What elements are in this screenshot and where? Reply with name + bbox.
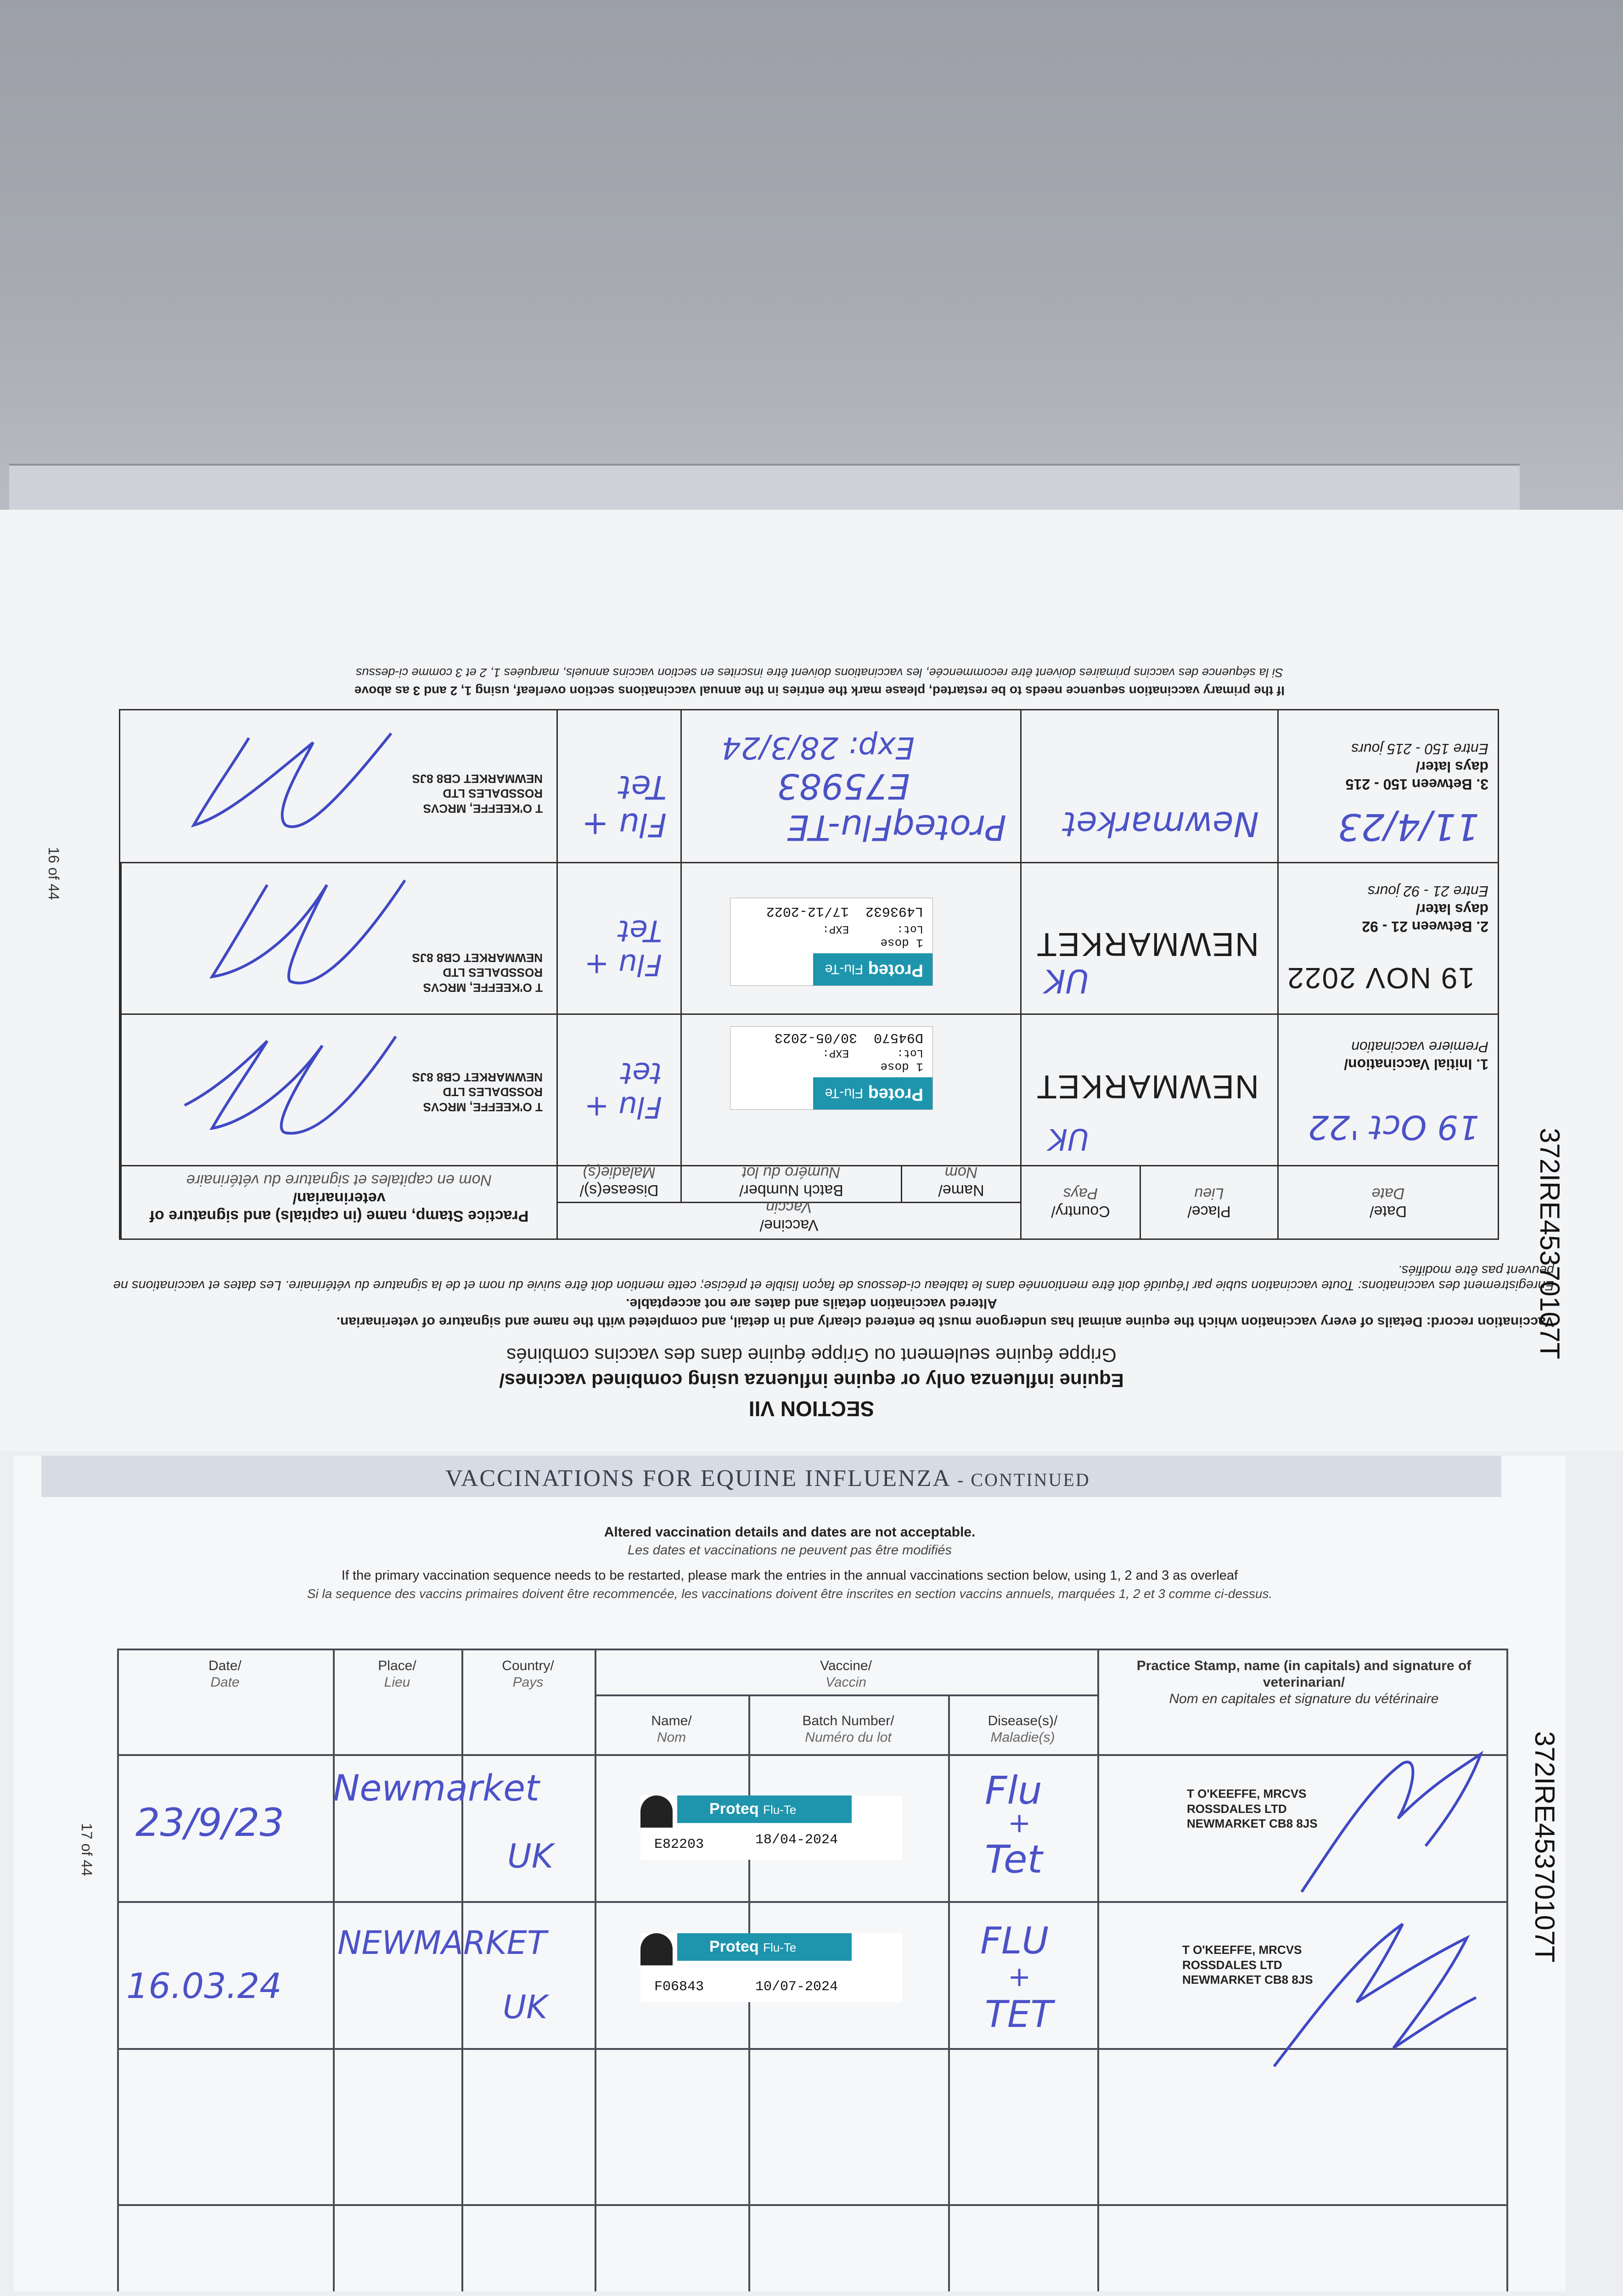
lower-row2-disease-2: + [1008,1961,1031,1993]
lower-header-country: Country/ Pays [502,1658,554,1690]
lower-row1-signature-icon [1292,1745,1499,1901]
row3-vaccine: ProteqFlu-TE [787,807,1006,848]
lower-row1-vaccine-label [640,1795,902,1860]
row2-stamp-cell [120,862,556,1013]
row3-place-cell [1020,710,1277,862]
lower-row2-disease-1: FLU [980,1919,1049,1962]
row3-date-cell [1277,710,1498,862]
section-title-en: Equine influenza only or equine influenza using combined vaccines/ [499,1370,1124,1391]
row2-disease: Flu + Tet [584,913,662,981]
altered-note-en-lower: Altered vaccination details and dates are not acceptable. [604,1525,976,1540]
row3-exp: Exp: 28/3/24 [721,730,915,765]
continued-banner [41,1456,1501,1497]
lower-row2-disease-3: TET [985,1993,1053,2036]
row1-lot-exp-labels: Lot: EXP: [822,1047,923,1059]
row2-label-brand: Proteq Flu-Te [813,953,932,985]
row2-place-cell [1020,862,1277,1013]
altered-note-fr-lower: Les dates et vaccinations ne peuvent pas être modifiés [627,1543,952,1558]
page-number-17: 17 of 44 [79,1823,95,1876]
lower-row2-vaccine-label [640,1933,902,2002]
row1-lot: D94570 30/05-2023 [774,1030,923,1045]
row2-disease-cell [556,862,680,1013]
lower-row1-label-logo-icon [640,1795,673,1828]
lower-row1-disease-2: + [1008,1807,1031,1839]
row2-date: 19 NOV 2022 [1286,962,1475,995]
row3-vaccine-cell [680,710,1020,862]
lower-row2-exp: 10/07-2024 [755,1979,838,1995]
lower-header-batch: Batch Number/ Numéro du lot [802,1713,894,1745]
row1-disease-cell [556,1013,680,1165]
row1-place-cell [1020,1013,1277,1165]
page-number-16: 16 of 44 [45,847,62,900]
lower-row2-vet-stamp: T O'KEEFFE, MRCVS ROSSDALES LTD NEWMARKET CB8 8JS [1182,1943,1313,1986]
passport-id-lower: 372IRE45370107T [1529,1731,1560,1963]
row1-vaccine-label [730,1026,933,1110]
row2-vet-stamp: T O'KEEFFE, MRCVS ROSSDALES LTD NEWMARKET CB8 8JS [412,951,543,995]
row2-lot: L493632 17/12-2022 [766,903,923,919]
lower-row1-disease-3: Tet [985,1837,1043,1882]
annual-vaccination-table [117,1649,1508,2291]
row2-lot-exp-labels: Lot: EXP: [822,923,923,935]
lower-row2-country: UK [503,1988,548,2026]
row1-signature-icon [175,1023,405,1151]
lower-header-practice-stamp: Practice Stamp, name (in capitals) and signature of veterinarian/ Nom en capitales et signature du vétérinaire [1136,1658,1471,1706]
vaccination-record-note-en: Vaccination record: Details of every vaccination which the equine animal has undergone must be entered clearly and in detail, and completed with the name and signature of veterinarian. [336,1314,1554,1329]
row1-label-brand: Proteq Flu-Te [813,1077,932,1109]
header-practice-stamp: Practice Stamp, name (in capitals) and signature of veterinarian/ Nom en capitales et signature du vétérinaire [120,1165,556,1238]
row2-label: 2. Between 21 - 92 days later/ Entre 21 - 92 jours [1362,883,1488,935]
lower-row1-country: UK [507,1837,553,1875]
section-heading: SECTION VII [748,1397,875,1421]
lower-row2-label-brand: Proteq Flu-Te [677,1933,852,1961]
row3-place: Newmarket [1063,804,1259,844]
row2-dose: 1 dose [880,936,923,950]
row3-date: 11/4/23 [1337,805,1479,848]
header-date: Date/ Date [1277,1165,1498,1238]
row3-disease: Flu + Tet [582,768,667,844]
passport-page-17 [14,1456,1566,2291]
row1-vet-stamp: T O'KEEFFE, MRCVS ROSSDALES LTD NEWMARKET CB8 8JS [412,1070,543,1114]
row1-disease: Flu + tet [584,1056,662,1124]
row2-place: NEWMARKET [1036,926,1259,962]
lower-row2-lot: F06843 [654,1979,704,1995]
section-title-fr: Grippe équine seulement ou Grippe équine dans des vaccins combinés [506,1345,1117,1366]
lower-row1-date: 23/9/23 [135,1800,284,1845]
row3-label: 3. Between 150 - 215 days later/ Entre 150 - 215 jours [1345,741,1488,793]
lower-row1-label-brand: Proteq Flu-Te [677,1795,852,1823]
row2-date-cell [1277,862,1498,1013]
row2-vaccine-cell [680,862,1020,1013]
header-disease: Disease(s)/ Maladie(s) [556,1165,680,1202]
altered-note-en: Altered vaccination details and dates are not acceptable. [626,1296,997,1311]
row1-dose: 1 dose [880,1060,923,1074]
page-16-rotated-content [0,510,1623,1451]
lower-row1-vet-stamp: T O'KEEFFE, MRCVS ROSSDALES LTD NEWMARKET CB8 8JS [1187,1787,1318,1830]
restart-note-en: If the primary vaccination sequence needs to be restarted, please mark the entries in the annual vaccinations section overleaf, using 1, 2 and 3 as above [354,684,1285,698]
primary-vaccination-table [119,709,1499,1240]
lower-row1-disease-1: Flu [985,1768,1042,1813]
restart-note-en-lower: If the primary vaccination sequence needs to be restarted, please mark the entries in the annual vaccinations section below, using 1, 2 and 3 as overleaf [341,1568,1238,1583]
row2-country: UK [1044,962,1089,1000]
vaccination-record-note-fr: Enregistrement des vaccinations: Toute vaccination subie par l'équidé doit être mentionnée dans le tableau ci-dessous de façon lisible et précise; cette mention doit être suivie du nom et de la signature du vétérinaire. Les dates et vaccinations ne peuvent pas être modifiés. [113,1263,1554,1293]
row3-disease-cell [556,710,680,862]
row3-batch: E75983 [777,766,910,807]
row1-place: NEWMARKET [1036,1068,1259,1105]
row1-date-cell [1277,1013,1498,1165]
row1-stamp-cell [120,1013,556,1165]
lower-row1-place: Newmarket [333,1768,539,1809]
lower-row1-exp: 18/04-2024 [755,1832,838,1848]
header-vaccine: Vaccine/ Vaccin [556,1202,1020,1238]
lower-header-disease: Disease(s)/ Maladie(s) [988,1713,1058,1745]
row2-vaccine-label [730,898,933,986]
row3-vet-stamp: T O'KEEFFE, MRCVS ROSSDALES LTD NEWMARKET CB8 8JS [412,772,543,816]
lower-row2-place: NEWMARKET [337,1924,547,1962]
row2-signature-icon [180,867,419,1004]
row3-signature-icon [152,715,410,853]
header-country: Country/ Pays [1020,1165,1140,1238]
header-name: Name/ Nom [901,1165,1020,1202]
header-place: Place/ Lieu [1140,1165,1277,1238]
lower-row1-lot: E82203 [654,1837,704,1852]
scanner-background [0,0,1623,514]
lower-row2-signature-icon [1265,1910,1485,2076]
row1-vaccine-cell [680,1013,1020,1165]
lower-row2-date: 16.03.24 [126,1965,282,2006]
passport-page-16 [0,510,1623,1451]
row1-date: 19 Oct '22 [1308,1108,1479,1147]
restart-note-fr: Si la séquence des vaccins primaires doivent être recommencée, les vaccinations doivent être inscrites en section vaccins annuels, marquées 1, 2 et 3 comme ci-dessus [356,666,1283,680]
lower-header-place: Place/ Lieu [378,1658,416,1690]
header-batch: Batch Number/ Numéro du lot [680,1165,901,1202]
passport-cover-edge [9,464,1520,516]
lower-header-vaccine: Vaccine/ Vaccin [820,1658,872,1690]
row1-label: 1. Initial Vaccination/ Premiere vaccination [1344,1038,1488,1073]
continued-title: VACCINATIONS FOR EQUINE INFLUENZA - CONTINUED [445,1465,1090,1491]
passport-id-upper: 372IRE45370107T [1534,1128,1565,1359]
lower-header-name: Name/ Nom [651,1713,692,1745]
row1-country: UK [1048,1122,1089,1156]
lower-row2-label-logo-icon [640,1933,673,1965]
row3-stamp-cell [120,710,556,862]
lower-header-date: Date/ Date [208,1658,241,1690]
restart-note-fr-lower: Si la sequence des vaccins primaires doivent être recommencée, les vaccinations doivent être inscrites en section vaccins annuels, marquées 1, 2 et 3 comme ci-dessus. [307,1587,1273,1601]
